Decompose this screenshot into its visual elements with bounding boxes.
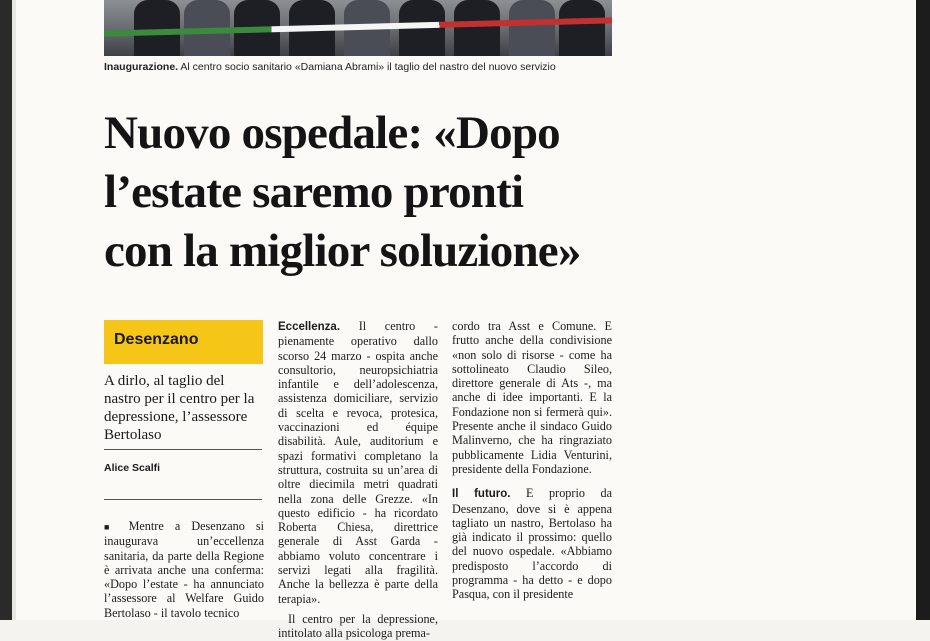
caption-lead: Inaugurazione. xyxy=(104,61,179,73)
article-paragraph xyxy=(278,319,438,606)
photo-person xyxy=(509,0,555,56)
article-photo xyxy=(104,0,612,56)
section-tag xyxy=(104,320,263,364)
paragraph-lead: Eccellenza. xyxy=(278,321,341,333)
headline-line: l’estate saremo pronti xyxy=(104,166,524,218)
headline-line: Nuovo ospedale: «Dopo xyxy=(104,107,560,159)
paragraph-text: Il centro per la depressione, intitolato alla psicologa prema- xyxy=(278,611,438,641)
divider xyxy=(104,499,262,500)
photo-person xyxy=(559,0,605,56)
divider xyxy=(104,449,262,450)
article-paragraph xyxy=(104,519,264,620)
article-column-2 xyxy=(278,319,438,641)
photo-person xyxy=(454,0,500,56)
article-paragraph xyxy=(452,319,612,476)
headline-line: con la miglior soluzione» xyxy=(104,225,581,277)
paragraph-text: E proprio da Desenzano, dove si è appena tagliato un nastro, Bertolaso ha già indicato il prossimo: quello del nuovo ospedale. «Abbiamo predisposto l’accordo di programma - ha detto - e dopo Pasqua, con il presidente xyxy=(452,486,612,602)
paragraph-marker: ■ xyxy=(104,522,118,532)
paragraph-lead: Il futuro. xyxy=(452,488,511,501)
section-tag-label: Desenzano xyxy=(114,331,199,348)
photo-caption xyxy=(104,61,624,73)
paragraph-text: Mentre a Desenzano si inaugurava un’eccellenza sanitaria, da parte della Regione è arrivata anche una conferma: «Dopo l’estate - ha annunciato l’assessore al Welfare Guido Bertolaso - il tavolo tecnico xyxy=(104,519,265,620)
window-left-edge xyxy=(0,0,12,620)
article-column-3 xyxy=(452,319,612,602)
caption-text: Al centro socio sanitario «Damiana Abrami» il taglio del nastro del nuovo servizio xyxy=(178,61,556,73)
subheadline: A dirlo, al taglio del nastro per il centro per la depressione, l’assessore Bertolaso xyxy=(104,373,255,443)
paragraph-text: Il centro - pienamente operativo dallo scorso 24 marzo - ospita anche consultorio, neuropsichiatria infantile e dell’adolescenza, assistenza domiciliare, servizio di scelta e revoca, protesica, vaccinazioni ed équipe disabilità. Aule, auditorium e spazi formativi completano la struttura, costruita su un’area di oltre diecimila metri quadrati nella zona delle Grezze. «In questo edificio - ha ricordato Roberta Chiesa, direttrice generale di Asst Garda - abbiamo voluto concentrare i servizi legati alla fragilità. Anche la bellezza è parte della terapia». xyxy=(278,319,438,606)
article-column-1 xyxy=(104,519,264,620)
article-paragraph xyxy=(278,612,438,641)
headline xyxy=(104,104,624,281)
author-byline: Alice Scalfi xyxy=(104,462,161,474)
paragraph-text: cordo tra Asst e Comune. E frutto anche della condivisione «non solo di risorse - come ha sottolineato Claudio Sileo, direttore generale di Ats -, ma anche di idee importanti. E la Fondazione non si fermerà qui». Presente anche il sindaco Guido Malinverno, che ha ringraziato pubblicamente Lidia Venturini, presidente della Fondazione. xyxy=(452,319,612,476)
window-right-edge xyxy=(916,0,930,620)
article-paragraph xyxy=(452,486,612,601)
